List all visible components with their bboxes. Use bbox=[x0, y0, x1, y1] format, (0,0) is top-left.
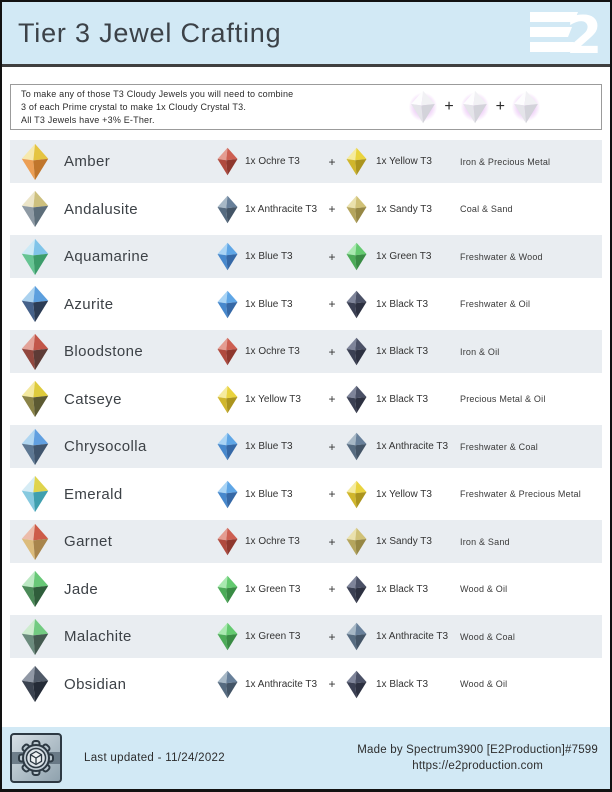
crystal2-icon bbox=[343, 432, 369, 462]
jewel-icon bbox=[18, 428, 52, 466]
plus-sign: + bbox=[328, 344, 336, 359]
table-row bbox=[10, 140, 602, 183]
crystal1-quantity-label: 1x Ochre T3 bbox=[245, 156, 300, 167]
crystal2-quantity-label: 1x Black T3 bbox=[376, 393, 429, 405]
gear-cube-logo-icon bbox=[10, 733, 62, 783]
crystal1-icon bbox=[214, 432, 240, 462]
website-link[interactable]: https://e2production.com bbox=[412, 760, 543, 772]
crystal1-icon bbox=[214, 289, 240, 319]
crystal1-quantity-label: 1x Blue T3 bbox=[245, 441, 293, 452]
info-line: To make any of those T3 Cloudy Jewels you will need to combine bbox=[21, 88, 294, 99]
resource-category: Freshwater & Wood bbox=[460, 251, 543, 262]
crystal1-quantity-label: 1x Blue T3 bbox=[245, 251, 293, 262]
jewel-name: Malachite bbox=[64, 628, 132, 645]
plus-icon: + bbox=[444, 98, 454, 115]
cloudy-crystal-icon bbox=[456, 86, 494, 128]
plus-sign: + bbox=[328, 297, 336, 311]
resource-category: Iron & Sand bbox=[460, 536, 510, 547]
cloudy-crystal-icon bbox=[404, 86, 442, 128]
resource-category: Coal & Sand bbox=[460, 204, 513, 214]
resource-category: Freshwater & Oil bbox=[460, 299, 531, 309]
crystal1-icon bbox=[214, 384, 240, 414]
jewel-icon bbox=[18, 238, 52, 276]
crystal2-icon bbox=[343, 479, 369, 509]
jewel-icon bbox=[18, 190, 52, 228]
crystal1-quantity-label: 1x Ochre T3 bbox=[245, 346, 300, 357]
plus-sign: + bbox=[328, 534, 336, 549]
resource-category: Wood & Coal bbox=[460, 631, 516, 642]
table-row bbox=[10, 235, 602, 278]
crystal1-icon bbox=[214, 337, 240, 367]
jewel-icon bbox=[18, 380, 52, 418]
crystal2-quantity-label: 1x Black T3 bbox=[376, 583, 429, 595]
crystal2-quantity-label: 1x Yellow T3 bbox=[376, 488, 432, 500]
plus-sign: + bbox=[328, 677, 336, 691]
crystal2-quantity-label: 1x Black T3 bbox=[376, 678, 429, 690]
jewel-icon bbox=[18, 333, 52, 371]
table-row bbox=[10, 568, 602, 611]
crystal2-icon bbox=[343, 194, 369, 224]
crystal2-icon bbox=[343, 289, 369, 319]
crystal1-quantity-label: 1x Blue T3 bbox=[245, 298, 293, 310]
table-row bbox=[10, 188, 602, 231]
crystal1-quantity-label: 1x Green T3 bbox=[245, 583, 301, 595]
last-updated-text: Last updated - 11/24/2022 bbox=[84, 752, 225, 764]
table-row bbox=[10, 663, 602, 706]
crystal2-icon bbox=[343, 242, 369, 272]
jewel-name: Obsidian bbox=[64, 675, 127, 693]
crystal2-quantity-label: 1x Green T3 bbox=[376, 251, 432, 262]
info-line: 3 of each Prime crystal to make 1x Cloudy Crystal T3. bbox=[21, 101, 247, 112]
table-row bbox=[10, 615, 602, 658]
resource-category: Precious Metal & Oil bbox=[460, 394, 546, 404]
crystal2-quantity-label: 1x Anthracite T3 bbox=[376, 441, 449, 452]
crystal2-icon bbox=[343, 669, 369, 699]
jewel-name: Bloodstone bbox=[64, 343, 144, 360]
jewel-icon bbox=[18, 665, 52, 703]
crystal1-icon bbox=[214, 242, 240, 272]
jewel-name: Catseye bbox=[64, 390, 122, 408]
resource-category: Iron & Oil bbox=[460, 346, 500, 357]
crystal2-icon bbox=[343, 384, 369, 414]
jewel-icon bbox=[18, 618, 52, 656]
crystal2-icon bbox=[343, 574, 369, 604]
crystal1-icon bbox=[214, 194, 240, 224]
crystal2-icon bbox=[343, 622, 369, 652]
info-line: All T3 Jewels have +3% E-Ther. bbox=[21, 114, 155, 125]
crystal1-icon bbox=[214, 622, 240, 652]
crystal1-quantity-label: 1x Ochre T3 bbox=[245, 536, 300, 547]
jewel-name: Aquamarine bbox=[64, 248, 149, 265]
footer bbox=[2, 727, 610, 789]
jewel-name: Jade bbox=[64, 580, 99, 598]
crystal2-quantity-label: 1x Sandy T3 bbox=[376, 203, 432, 215]
e2-logo-digit: 2 bbox=[566, 9, 602, 57]
resource-category: Freshwater & Coal bbox=[460, 441, 538, 452]
crystal2-icon bbox=[343, 527, 369, 557]
jewel-name: Azurite bbox=[64, 295, 114, 313]
header bbox=[2, 2, 610, 67]
crystal1-quantity-label: 1x Yellow T3 bbox=[245, 393, 301, 405]
jewel-icon bbox=[18, 285, 52, 323]
jewel-name: Amber bbox=[64, 153, 111, 170]
crystal1-quantity-label: 1x Green T3 bbox=[245, 631, 301, 642]
plus-sign: + bbox=[328, 487, 336, 501]
plus-sign: + bbox=[328, 249, 336, 264]
cloudy-crystal-icon bbox=[507, 86, 545, 128]
table-row bbox=[10, 283, 602, 326]
recipe-table bbox=[10, 140, 602, 706]
jewel-icon bbox=[18, 475, 52, 513]
crystal2-quantity-label: 1x Yellow T3 bbox=[376, 156, 432, 167]
plus-sign: + bbox=[328, 439, 336, 454]
plus-sign: + bbox=[328, 202, 336, 216]
table-row bbox=[10, 425, 602, 468]
jewel-name: Garnet bbox=[64, 533, 113, 550]
crystal2-quantity-label: 1x Sandy T3 bbox=[376, 536, 432, 547]
crystal2-quantity-label: 1x Black T3 bbox=[376, 346, 429, 357]
crystal1-quantity-label: 1x Anthracite T3 bbox=[245, 203, 318, 215]
table-row bbox=[10, 378, 602, 421]
crystal2-icon bbox=[343, 337, 369, 367]
crystal1-quantity-label: 1x Blue T3 bbox=[245, 488, 293, 500]
jewel-icon bbox=[18, 523, 52, 561]
resource-category: Wood & Oil bbox=[460, 679, 508, 689]
info-box bbox=[10, 84, 602, 130]
jewel-name: Chrysocolla bbox=[64, 438, 147, 455]
table-row bbox=[10, 330, 602, 373]
cloudy-crystal-recipe bbox=[404, 86, 545, 128]
crystal1-icon bbox=[214, 479, 240, 509]
jewel-icon bbox=[18, 570, 52, 608]
table-row bbox=[10, 520, 602, 563]
crystal1-icon bbox=[214, 147, 240, 177]
crystal1-quantity-label: 1x Anthracite T3 bbox=[245, 678, 318, 690]
plus-sign: + bbox=[328, 629, 336, 644]
info-text bbox=[21, 88, 293, 127]
e2-logo-icon bbox=[520, 9, 602, 57]
crystal2-quantity-label: 1x Black T3 bbox=[376, 298, 429, 310]
plus-icon: + bbox=[495, 98, 505, 115]
page-title: Tier 3 Jewel Crafting bbox=[18, 17, 282, 48]
jewel-name: Emerald bbox=[64, 485, 123, 503]
plus-sign: + bbox=[328, 154, 336, 169]
plus-sign: + bbox=[328, 582, 336, 596]
crystal1-icon bbox=[214, 574, 240, 604]
crystal2-quantity-label: 1x Anthracite T3 bbox=[376, 631, 449, 642]
crystal2-icon bbox=[343, 147, 369, 177]
jewel-name: Andalusite bbox=[64, 200, 139, 218]
made-by-text: Made by Spectrum3900 [E2Production]#7599 bbox=[357, 744, 598, 756]
resource-category: Wood & Oil bbox=[460, 584, 508, 594]
jewel-icon bbox=[18, 143, 52, 181]
plus-sign: + bbox=[328, 392, 336, 406]
resource-category: Iron & Precious Metal bbox=[460, 156, 551, 167]
crystal1-icon bbox=[214, 669, 240, 699]
credits bbox=[357, 742, 598, 774]
table-row bbox=[10, 473, 602, 516]
crystal1-icon bbox=[214, 527, 240, 557]
resource-category: Freshwater & Precious Metal bbox=[460, 489, 581, 499]
